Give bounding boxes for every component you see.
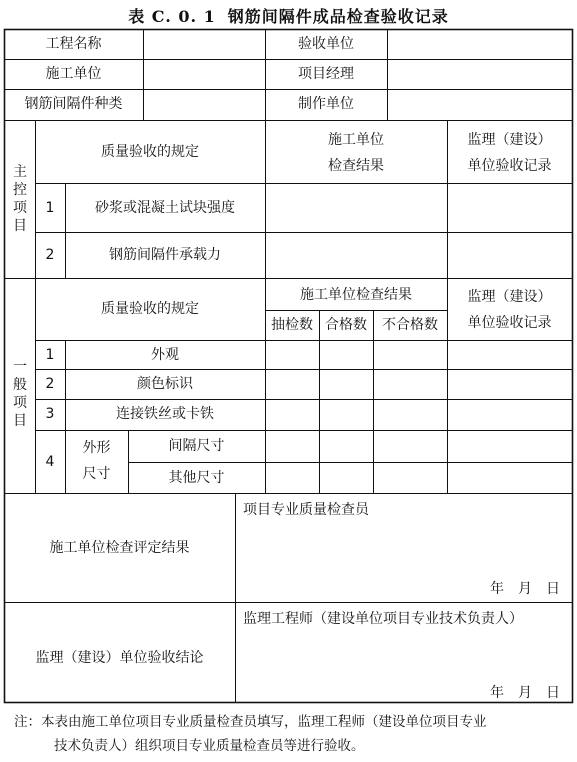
form-title bbox=[0, 4, 577, 26]
pass-count-header: 合格数 bbox=[325, 317, 367, 333]
general-row-no: 1 bbox=[45, 347, 55, 363]
conclusion-date-label: 年 月 日 bbox=[490, 685, 560, 701]
main-construction-result-line1: 施工单位 bbox=[328, 132, 384, 148]
footnote-line2: 技术负责人）组织项目专业质量检查员等进行验收。 bbox=[54, 738, 365, 754]
general-row-no: 3 bbox=[45, 406, 55, 422]
main-regulation-header: 质量验收的规定 bbox=[101, 144, 199, 160]
general-construction-result-header: 施工单位检查结果 bbox=[300, 287, 412, 303]
main-supervision-record-line2: 单位验收记录 bbox=[467, 158, 552, 174]
general-row-item: 外观 bbox=[151, 347, 179, 363]
main-supervision-record-line1: 监理（建设） bbox=[467, 132, 552, 148]
main-construction-result-line2: 检查结果 bbox=[328, 158, 384, 174]
spacer-type-label: 钢筋间隔件种类 bbox=[24, 96, 123, 112]
general-supervision-record-line1: 监理（建设） bbox=[467, 289, 552, 305]
footnote-line1: 注：本表由施工单位项目专业质量检查员填写，监理工程师（建设单位项目专业 bbox=[14, 714, 487, 730]
evaluation-label: 施工单位检查评定结果 bbox=[49, 540, 190, 556]
shape-dimension-label-line1: 外形 bbox=[82, 440, 111, 456]
main-row-item: 砂浆或混凝土试块强度 bbox=[95, 200, 235, 216]
other-dimension-label: 其他尺寸 bbox=[168, 470, 225, 486]
general-row-item: 颜色标识 bbox=[137, 376, 193, 392]
footnote bbox=[14, 710, 569, 758]
manufacturer-label: 制作单位 bbox=[298, 96, 354, 112]
fail-count-header: 不合格数 bbox=[382, 317, 438, 333]
general-supervision-record-line2: 单位验收记录 bbox=[467, 315, 552, 331]
main-row-no: 2 bbox=[45, 247, 55, 263]
conclusion-label: 监理（建设）单位验收结论 bbox=[35, 650, 204, 666]
project-manager-label: 项目经理 bbox=[298, 66, 354, 82]
spacing-dimension-label: 间隔尺寸 bbox=[168, 438, 225, 454]
main-row-item: 钢筋间隔件承载力 bbox=[109, 247, 221, 263]
project-name-label: 工程名称 bbox=[45, 36, 102, 52]
general-row-no: 2 bbox=[45, 376, 55, 392]
general-regulation-header: 质量验收的规定 bbox=[101, 301, 199, 317]
conclusion-signer-label: 监理工程师（建设单位项目专业技术负责人） bbox=[243, 611, 523, 627]
table-code: 表 C. 0. 1 bbox=[128, 7, 216, 26]
table-title: 钢筋间隔件成品检查验收记录 bbox=[227, 7, 449, 26]
construction-unit-label: 施工单位 bbox=[45, 66, 102, 82]
general-row-item: 连接铁丝或卡铁 bbox=[116, 406, 214, 422]
evaluation-date-label: 年 月 日 bbox=[490, 581, 560, 597]
general-row-no: 4 bbox=[45, 454, 55, 470]
acceptance-unit-label: 验收单位 bbox=[298, 36, 354, 52]
sample-count-header: 抽检数 bbox=[271, 317, 313, 333]
main-row-no: 1 bbox=[45, 200, 55, 216]
main-items-group-label: 主控项目 bbox=[13, 164, 27, 234]
evaluation-signer-label: 项目专业质量检查员 bbox=[243, 502, 369, 518]
general-items-group-label: 一般项目 bbox=[13, 359, 27, 429]
shape-dimension-label-line2: 尺寸 bbox=[82, 466, 111, 482]
